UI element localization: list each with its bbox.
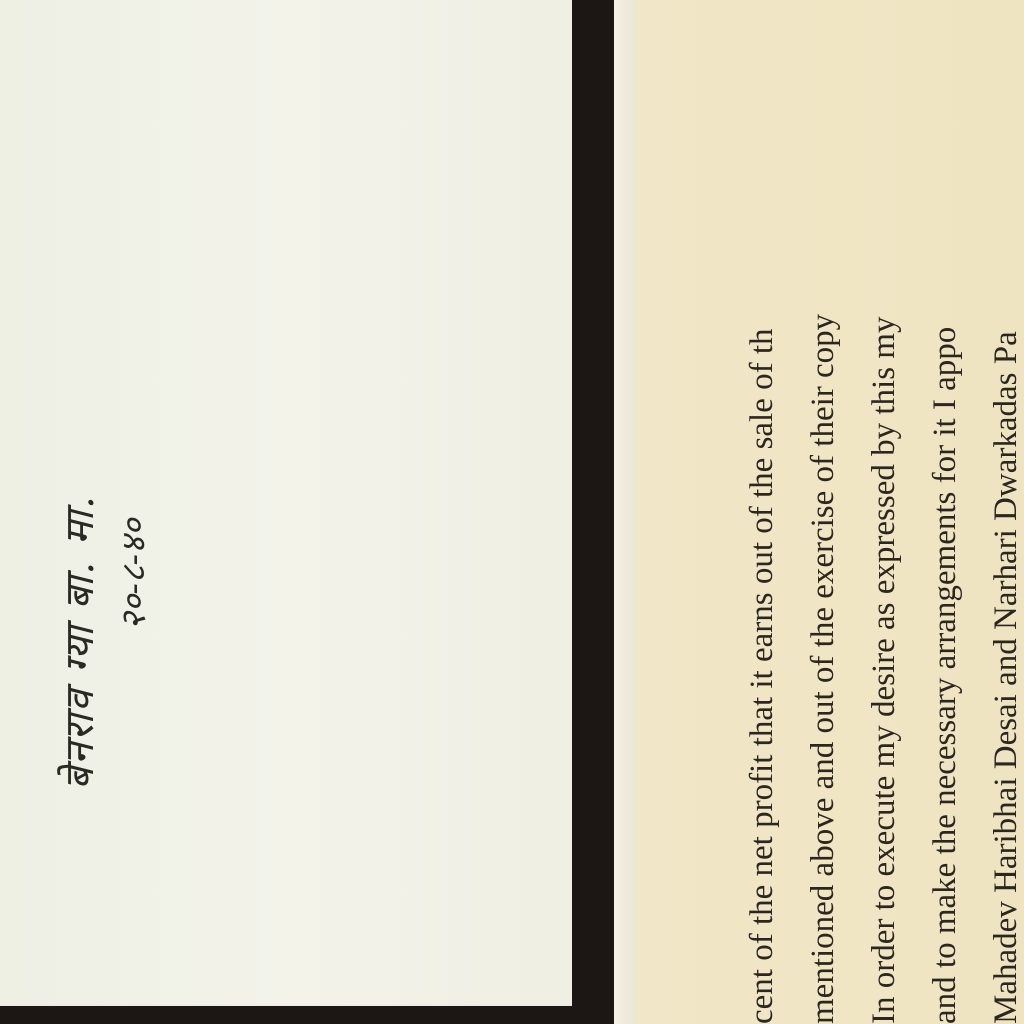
printed-line: mentioned above and out of the exercise of their copy: [805, 313, 841, 1024]
frame-border-right: [572, 0, 614, 1024]
printed-page-text: [732, 0, 1024, 1024]
frame-border-bottom: [0, 1006, 614, 1024]
handwritten-date: २०-८-४०: [114, 518, 154, 630]
white-mat: [614, 0, 636, 1024]
handwritten-note: [50, 494, 155, 790]
printed-line: cent of the net profit that it earns out of the sale of th: [744, 328, 780, 1024]
printed-line: and to make the necessary arrangements for it I appo: [927, 326, 963, 1024]
handwritten-line-1: बेनराव ग्या बा. मा.: [57, 494, 103, 790]
printed-line: Mahadev Haribhai Desai and Narhari Dwarkadas Pa: [988, 331, 1024, 1024]
printed-line: In order to execute my desire as expressed by this my: [866, 316, 902, 1024]
